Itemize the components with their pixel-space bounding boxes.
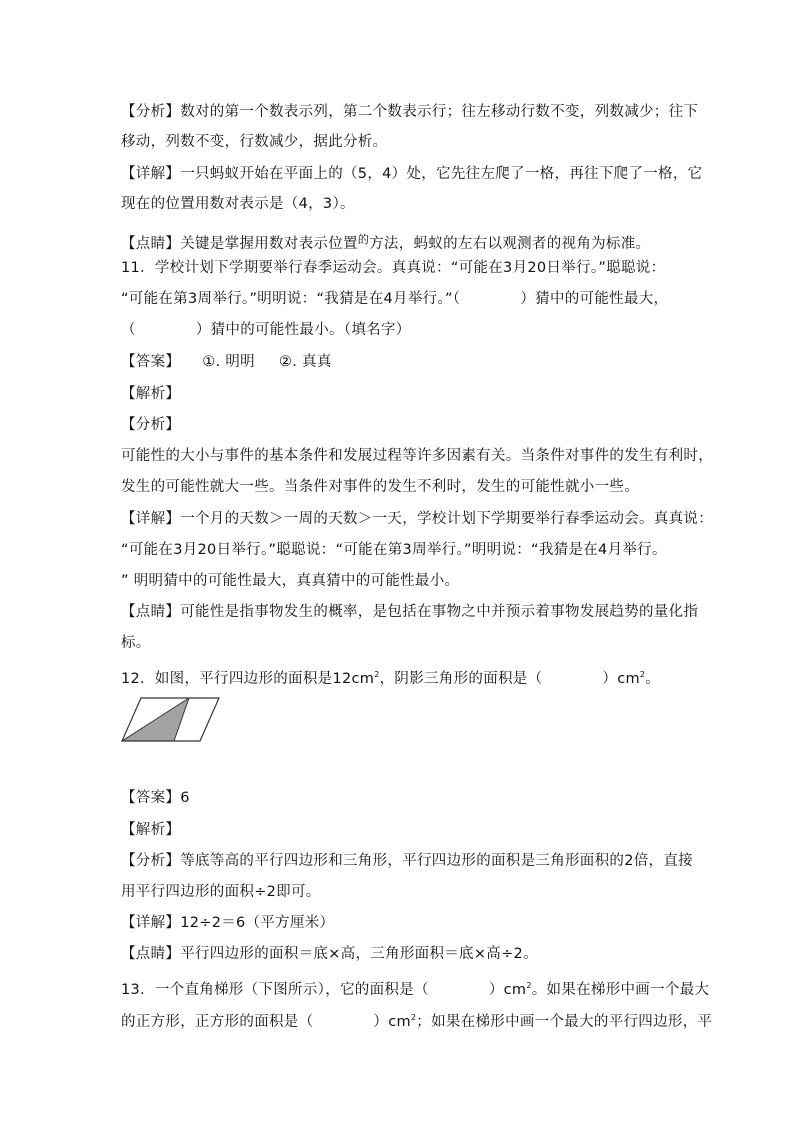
q11-analysis-line-1: 可能性的大小与事件的基本条件和发展过程等许多因素有关。当条件对事件的发生有利时，	[121, 448, 713, 464]
q11-stem-line-3b: ）猜中的可能性最小。（填名字）	[195, 322, 411, 338]
q10-analysis-line-1: 【分析】数对的第一个数表示列，第二个数表示行；往左移动行数不变，列数减少；往下	[121, 104, 699, 120]
q12-stem-d: 。	[645, 671, 661, 687]
superscript-2: 2	[374, 670, 380, 679]
q12-detail: 【详解】12÷2＝6（平方厘米）	[121, 915, 335, 931]
q12-analysis-line-1: 【分析】等底等高的平行四边形和三角形，平行四边形的面积是三角形面积的2倍，直接	[121, 853, 693, 869]
parallelogram-figure	[118, 695, 222, 745]
q13-stem-1a: 13．一个直角梯形（下图所示），它的面积是（	[121, 982, 429, 998]
q12-comment: 【点睛】平行四边形的面积＝底×高，三角形面积＝底×高÷2。	[121, 946, 538, 962]
q11-answer-1: ①. 明明	[202, 354, 255, 370]
superscript-2: 2	[526, 981, 532, 990]
q11-stem-line-1: 11．学校计划下学期要举行春季运动会。真真说：“可能在3月20日举行。”聪聪说：	[121, 260, 666, 276]
q13-stem-1c: 。如果在梯形中画一个最大	[531, 982, 710, 998]
q12-stem-c: ）cm	[602, 671, 640, 687]
q11-comment-line-2: 标。	[121, 635, 151, 651]
q12-answer: 【答案】6	[121, 790, 190, 806]
q10-analysis-line-2: 移动，列数不变，行数减少，据此分析。	[121, 134, 388, 150]
q12-stem-b: ，阴影三角形的面积是（	[379, 671, 543, 687]
q11-comment-line-1: 【点睛】可能性是指事物发生的概率，是包括在事物之中并预示着事物发展趋势的量化指	[121, 604, 699, 620]
q12-analysis-line-2: 用平行四边形的面积÷2即可。	[121, 884, 321, 900]
q11-stem-line-2b: ）猜中的可能性最大，	[520, 291, 669, 307]
q11-answer	[121, 352, 332, 372]
q13-stem-2b: ）cm	[373, 1014, 411, 1030]
q10-detail-line-1: 【详解】一只蚂蚁开始在平面上的（5，4）处，它先往左爬了一格，再往下爬了一格，它	[121, 166, 703, 182]
q13-stem-2a: 的正方形，正方形的面积是（	[121, 1014, 314, 1030]
q13-stem-line-2	[121, 1008, 712, 1032]
q11-answer-label: 【答案】	[121, 354, 181, 370]
q11-fenxi: 【分析】	[121, 417, 181, 433]
q11-answer-2: ②. 真真	[278, 354, 332, 370]
q11-detail-line-3: ” 明明猜中的可能性最大，真真猜中的可能性最小。	[121, 573, 460, 589]
q13-stem-2c: ；如果在梯形中画一个最大的平行四边形，平	[416, 1014, 713, 1030]
q10-comment	[121, 230, 650, 254]
q11-stem-line-3	[121, 320, 411, 340]
q10-detail-line-2: 现在的位置用数对表示是（4，3）。	[121, 196, 355, 212]
q12-jiexi: 【解析】	[121, 822, 181, 838]
q11-stem-line-2a: “可能在第3周举行。”明明说：“我猜是在4月举行。”（	[121, 291, 461, 307]
q13-stem-line-1	[121, 976, 709, 1000]
q11-jiexi: 【解析】	[121, 386, 181, 402]
q11-stem-line-3a: （	[121, 322, 136, 338]
q10-comment-b: 方法，蚂蚁的左右以观测者的视角为标准。	[369, 236, 651, 252]
q10-comment-de: 的	[357, 233, 370, 246]
q11-analysis-line-2: 发生的可能性就大一些。当条件对事件的发生不利时，发生的可能性就小一些。	[121, 479, 639, 495]
q11-detail-line-2: “可能在3月20日举行。”聪聪说：“可能在第3周举行。”明明说：“我猜是在4月举行。	[121, 542, 667, 558]
q11-stem-line-2	[121, 289, 668, 309]
q13-stem-1b: ）cm	[488, 982, 527, 998]
superscript-2: 2	[410, 1013, 417, 1022]
q12-stem	[121, 665, 660, 689]
q11-detail-line-1: 【详解】一个月的天数＞一周的天数＞一天，学校计划下学期要举行春季运动会。真真说：	[121, 511, 713, 527]
q10-comment-a: 【点睛】关键是掌握用数对表示位置	[121, 236, 358, 252]
superscript-2: 2	[639, 670, 646, 679]
q12-stem-a: 12．如图，平行四边形的面积是12cm	[121, 671, 375, 687]
